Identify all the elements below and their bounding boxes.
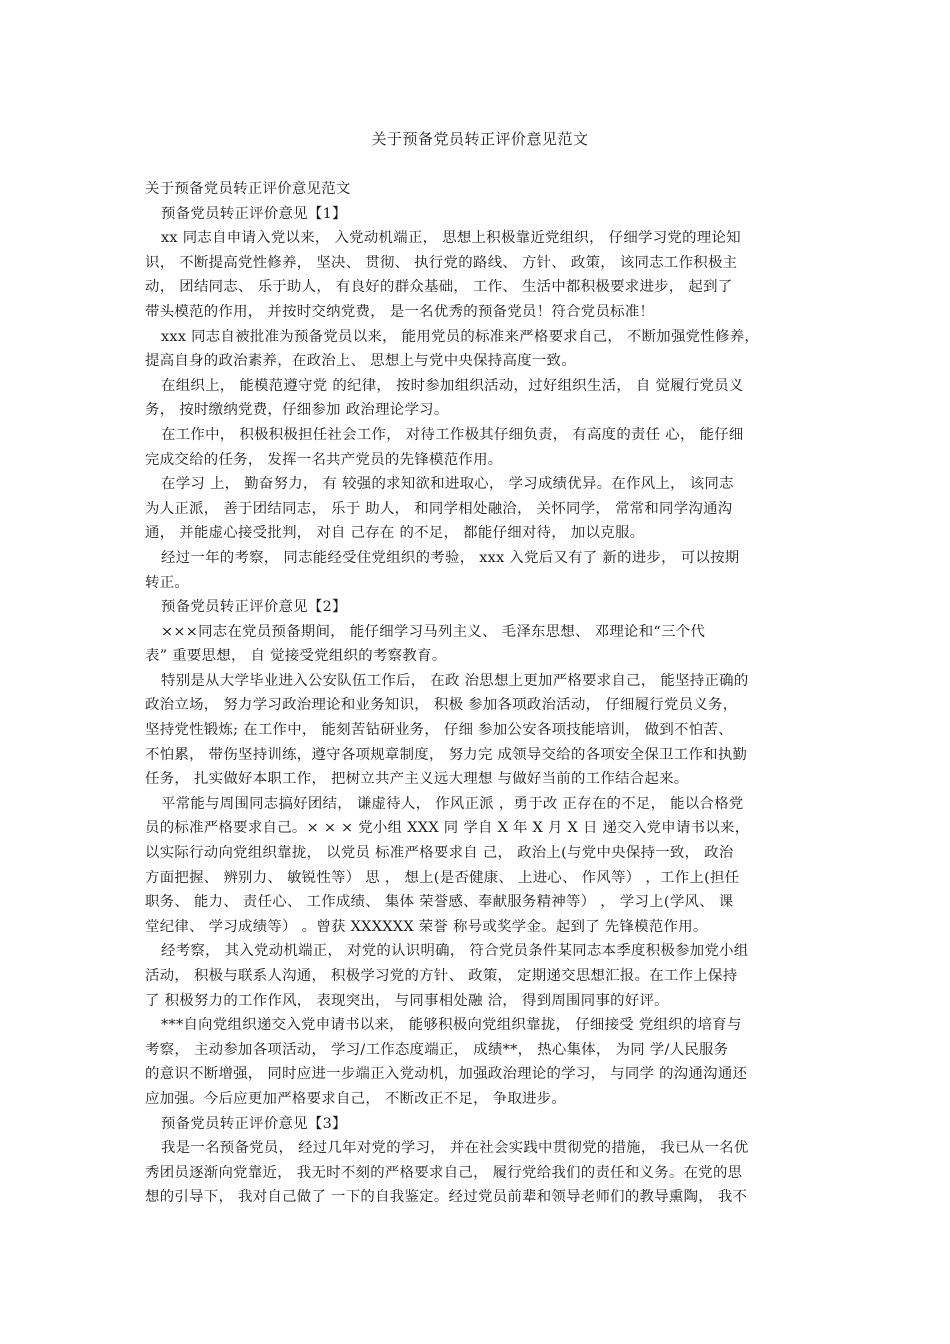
text-line: 考察， 主动参加各项活动， 学习/工作态度端正， 成绩**， 热心集体， 为同 学/人民服务 — [145, 1041, 729, 1058]
text-line: 我是一名预备党员， 经过几年对党的学习， 并在社会实践中贯彻党的措施， 我已从一名优 — [161, 1140, 749, 1157]
document-title: 关于预备党员转正评价意见范文 — [371, 130, 589, 148]
text-line: 在工作中， 积极积极担任社会工作， 对待工作极其仔细负责， 有高度的责任 心， 能仔细 — [161, 426, 744, 443]
text-line: 想的引导下， 我对自己做了 一下的自我鉴定。经过党员前辈和领导老师们的教导熏陶， 我不 — [145, 1189, 748, 1206]
text-line: 不怕累， 带伤坚持训练，遵守各项规章制度， 努力完 成领导交给的各项安全保卫工作和执勤 — [145, 746, 748, 763]
text-line: 转正。 — [145, 574, 190, 591]
section-heading: 预备党员转正评价意见【1】 — [161, 205, 347, 222]
text-line: 务， 按时缴纳党费，仔细参加 政治理论学习。 — [145, 402, 449, 419]
text-line: xx 同志自申请入党以来， 入党动机端正， 思想上积极靠近党组织， 仔细学习党的理论知 — [161, 230, 741, 247]
text-line: 方面把握、 辨别力、 敏锐性等） 思 ， 想上(是否健康、 上进心、 作风等） ，工作上(担任 — [145, 869, 740, 886]
document-body — [145, 177, 815, 1210]
text-line: 在组织上， 能模范遵守党 的纪律， 按时参加组织活动，过好组织生活， 自 觉履行党员义 — [161, 377, 744, 394]
text-line: 政治立场， 努力学习政治理论和业务知识， 积极 参加各项政治活动， 仔细履行党员义务， — [145, 697, 738, 714]
text-line: 员的标准严格要求自己。× × × 党小组 XXX 同 学自 X 年 X 月 X 日 递交入党申请书以来， — [145, 820, 750, 837]
text-line: 在学习 上， 勤奋努力， 有 较强的求知欲和进取心， 学习成绩优异。在作风上， 该同志 — [161, 476, 734, 493]
text-line: 表” 重要思想， 自 觉接受党组织的考察教育。 — [145, 648, 447, 665]
text-line: 特别是从大学毕业进入公安队伍工作后， 在政 治思想上更加严格要求自己， 能坚持正确的 — [161, 672, 749, 689]
text-line: 提高自身的政治素养，在政治上、 思想上与党中央保持高度一致。 — [145, 353, 576, 370]
text-line: 平常能与周围同志搞好团结， 谦虚待人， 作风正派 ，勇于改 正存在的不足， 能以合格党 — [161, 795, 744, 812]
text-line: 为人正派， 善于团结同志， 乐于 助人， 和同学相处融洽， 关怀同学， 常常和同学沟通沟 — [145, 500, 733, 517]
text-line: 动， 团结同志、 乐于助人， 有良好的群众基础， 工作、 生活中都积极要求进步， 起到了 — [145, 279, 733, 296]
text-line: 任务， 扎实做好本职工作， 把树立共产主义远大理想 与做好当前的工作结合起来。 — [145, 771, 689, 788]
text-line: 职务、 能力、 责任心、 工作成绩、 集体 荣誉感、奉献服务精神等） ， 学习上(学风、 课 — [145, 894, 734, 911]
section-heading: 预备党员转正评价意见【2】 — [161, 599, 347, 616]
text-line: ×××同志在党员预备期间， 能仔细学习马列主义、 毛泽东思想、 邓理论和“三个代 — [161, 623, 706, 640]
text-line: 关于预备党员转正评价意见范文 — [145, 181, 351, 197]
text-line: 完成交给的任务， 发挥一名共产党员的先锋模范作用。 — [145, 451, 503, 468]
text-line: 活动， 积极与联系人沟通， 积极学习党的方针、 政策， 定期递交思想汇报。在工作上保持 — [145, 968, 738, 984]
text-line: xxx 同志自被批准为预备党员以来， 能用党员的标准来严格要求自己， 不断加强党性修养， — [161, 328, 760, 345]
text-line: 了 积极努力的工作作风， 表现突出， 与同事相处融 洽， 得到周围同事的好评。 — [145, 992, 669, 1009]
text-line: ***自向党组织递交入党申请书以来， 能够积极向党组织靠拢， 仔细接受 党组织的培育与 — [161, 1017, 742, 1034]
text-line: 坚持党性锻炼; 在工作中， 能刻苦钻研业务， 仔细 参加公安各项技能培训， 做到不怕苦、 — [145, 722, 733, 739]
text-line: 经过一年的考察， 同志能经受住党组织的考验， xxx 入党后又有了 新的进步， 可以按期 — [161, 549, 740, 566]
text-line: 的意识不断增强， 同时应进一步端正入党动机，加强政治理论的学习， 与同学 的沟通沟通还 — [145, 1066, 748, 1083]
text-line: 堂纪律、 学习成绩等） 。曾获 XXXXXX 荣誉 称号或奖学金。起到了 先锋模范作用。 — [145, 918, 708, 935]
text-line: 带头模范的作用， 并按时交纳党费， 是一名优秀的预备党员！符合党员标准！ — [145, 303, 655, 320]
text-line: 识， 不断提高党性修养， 坚决、 贯彻、 执行党的路线、 方针、 政策， 该同志工作积极主 — [145, 254, 738, 271]
text-line: 应加强。今后应更加严格要求自己， 不断改正不足， 争取进步。 — [145, 1090, 567, 1107]
text-line: 以实际行动向党组织靠拢， 以党员 标准严格要求自 己， 政治上(与党中央保持一致， 政治 — [145, 845, 734, 862]
text-line: 秀团员逐渐向党靠近， 我无时不刻的严格要求自己， 履行党给我们的责任和义务。在党的思 — [145, 1164, 743, 1181]
section-heading: 预备党员转正评价意见【3】 — [161, 1115, 347, 1132]
text-line: 通， 并能虚心接受批判， 对自 己存在 的不足， 都能仔细对待， 加以克服。 — [145, 525, 645, 542]
text-line: 经考察， 其入党动机端正， 对党的认识明确， 符合党员条件某同志本季度积极参加党小组 — [161, 943, 749, 960]
